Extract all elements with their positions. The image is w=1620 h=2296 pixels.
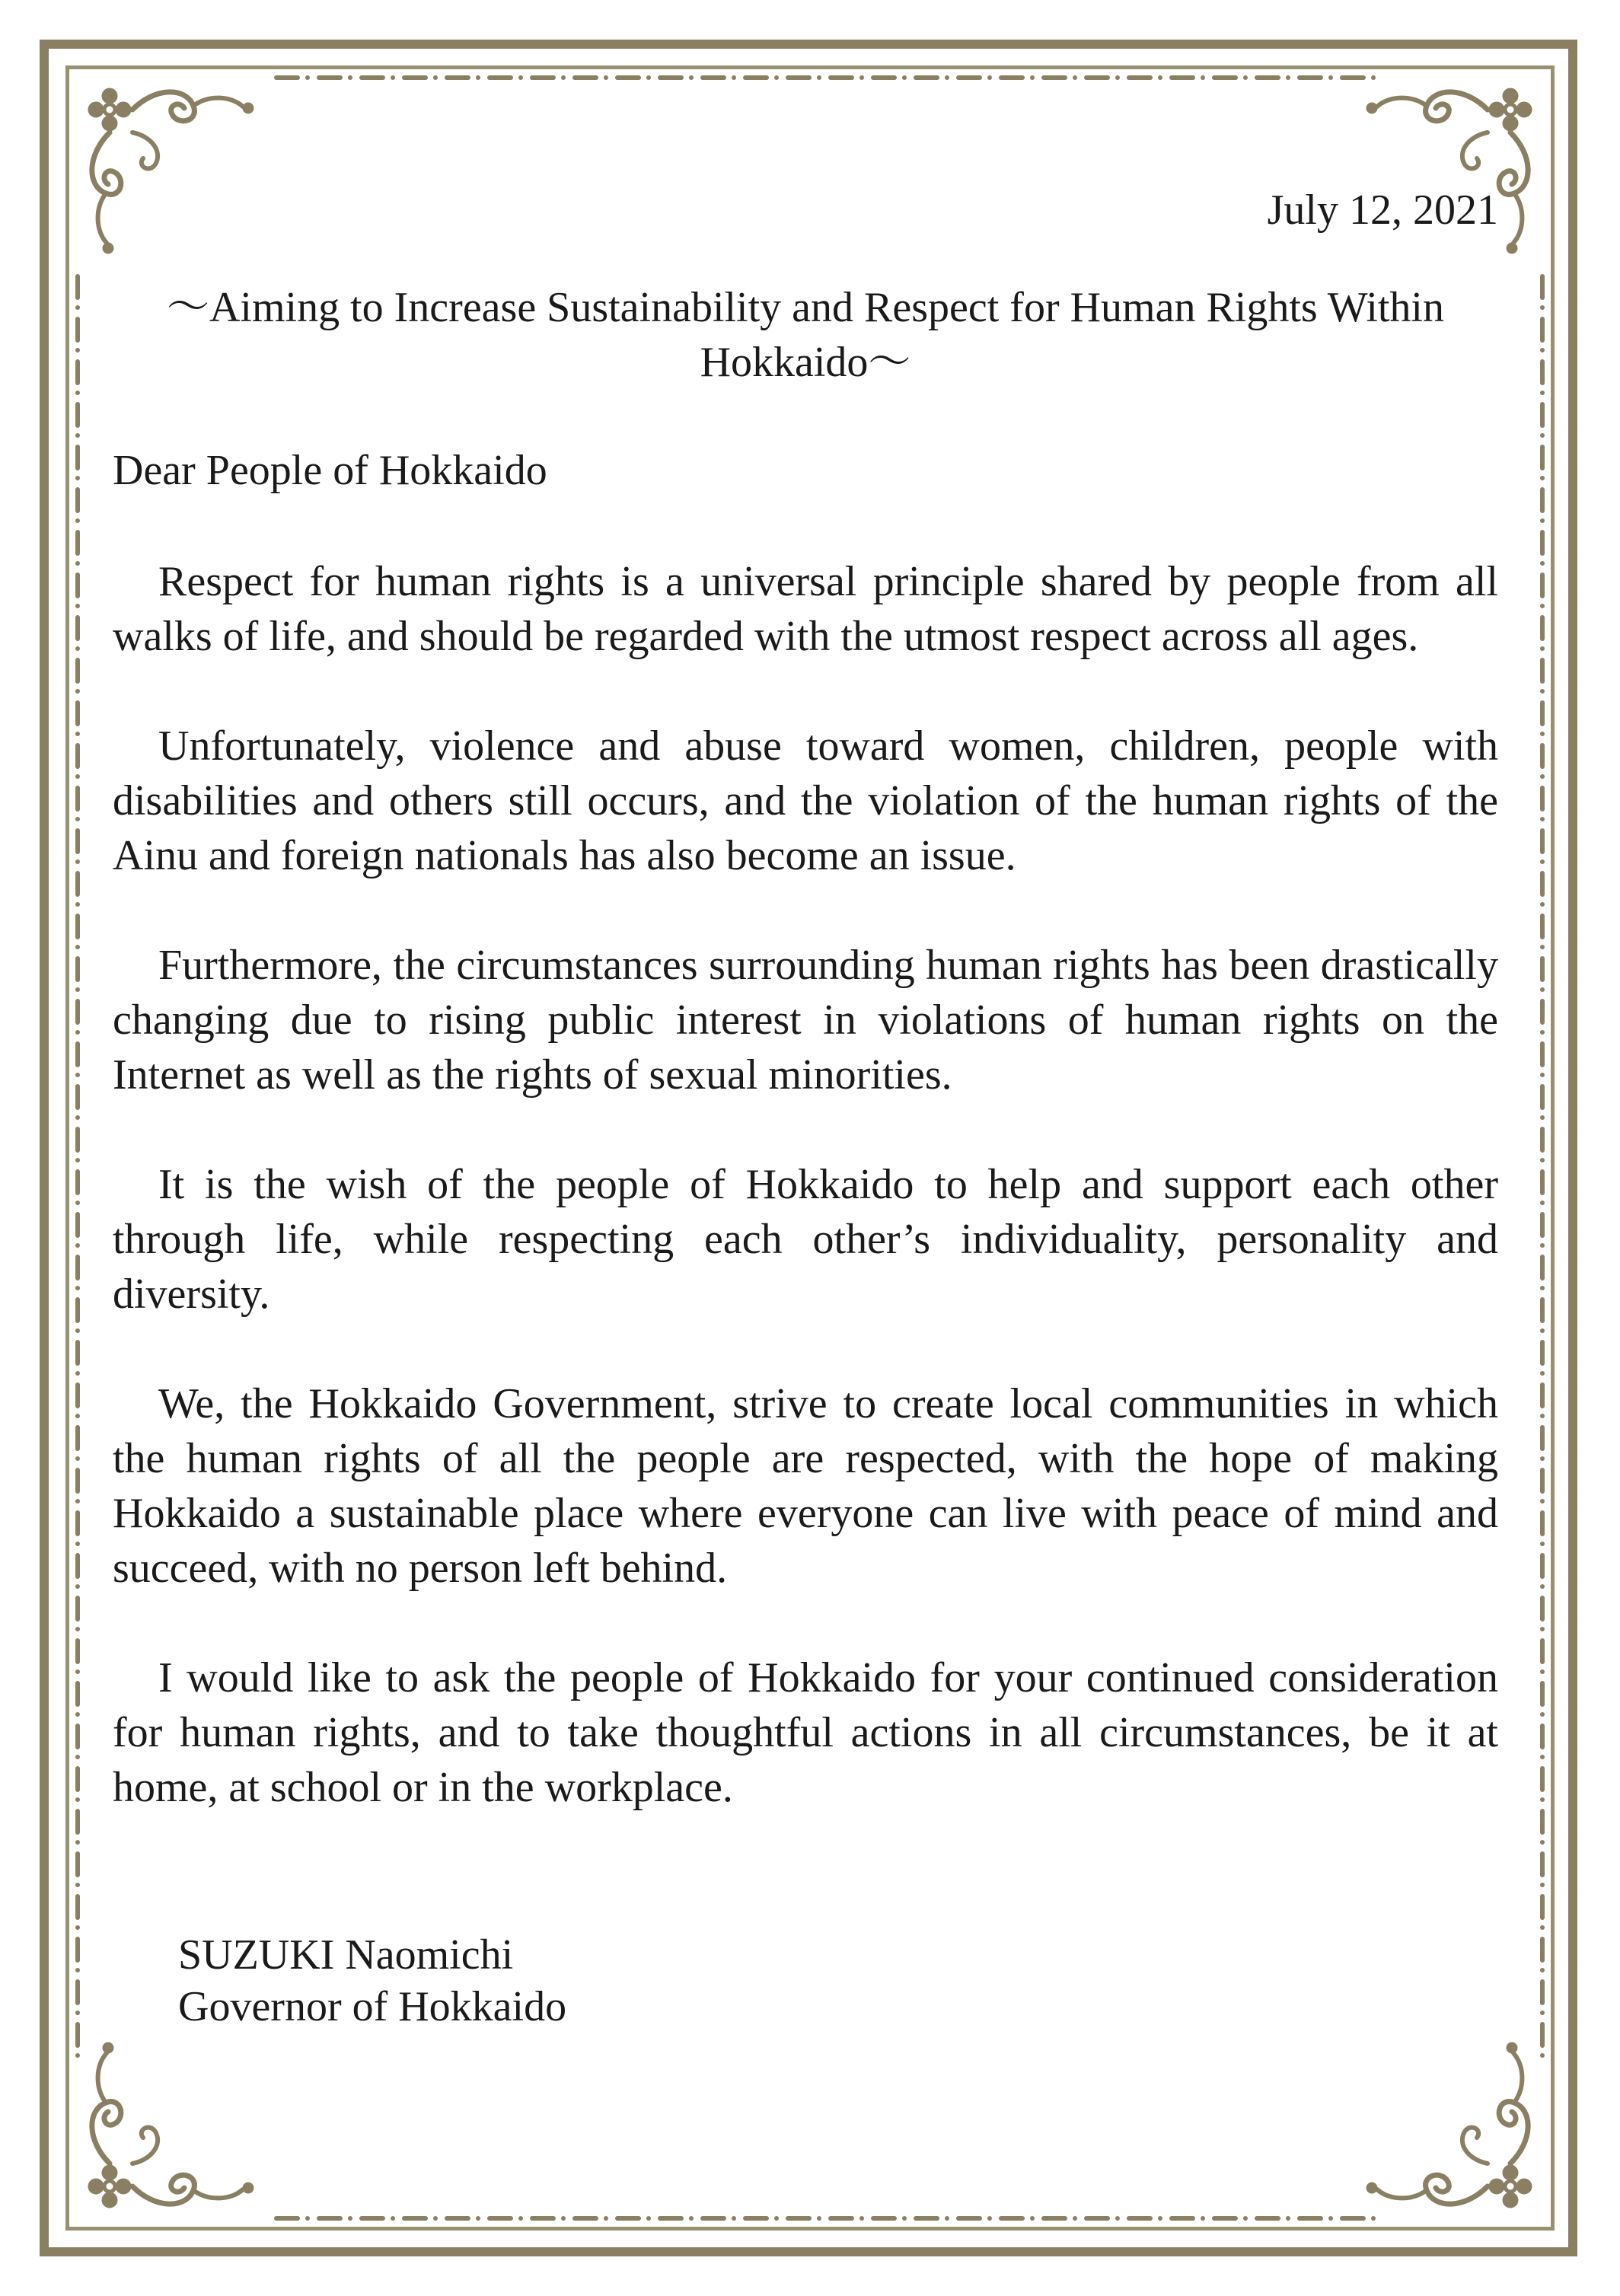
signature-block bbox=[113, 1929, 1498, 2033]
paragraph-2: Unfortunately, violence and abuse toward women, children, people with disabilities and others still occurs, and the violation of the human rights of the Ainu and foreign nationals has also become an issue. bbox=[113, 722, 1498, 879]
corner-ornament-bottom-right bbox=[1366, 2042, 1532, 2208]
paragraph-5: We, the Hokkaido Government, strive to create local communities in which the human rights of all the people are respected, with the hope of making Hokkaido a sustainable place where everyone can live with peace of mind and succeed, with no person left behind. bbox=[113, 1380, 1498, 1592]
dashed-border-top bbox=[274, 75, 1376, 80]
signature-position: Governor of Hokkaido bbox=[178, 1983, 567, 2030]
letter-salutation: Dear People of Hokkaido bbox=[113, 447, 547, 494]
paragraph-6: I would like to ask the people of Hokkaido for your continued consideration for human rights, and to take thoughtful actions in all circumstances, be it at home, at school or in the workplace. bbox=[113, 1654, 1498, 1811]
letter-body bbox=[113, 183, 1498, 2033]
dashed-border-left bbox=[75, 274, 80, 2058]
paragraph-3: Furthermore, the circumstances surrounding human rights has been drastically changing due to rising public interest in violations of human rights on the Internet as well as the rights of sexual minorities. bbox=[113, 942, 1498, 1099]
letter-date: July 12, 2021 bbox=[1267, 187, 1498, 234]
dashed-border-bottom bbox=[274, 2216, 1376, 2221]
paragraph-1: Respect for human rights is a universal principle shared by people from all walks of life, and should be regarded with the utmost respect across all ages. bbox=[113, 558, 1498, 660]
signature-name: SUZUKI Naomichi bbox=[178, 1931, 514, 1979]
paragraph-4: It is the wish of the people of Hokkaido to help and support each other through life, while respecting each other’s individuality, personality and diversity. bbox=[113, 1161, 1498, 1318]
dashed-border-right bbox=[1540, 274, 1545, 2058]
corner-ornament-bottom-left bbox=[88, 2042, 254, 2208]
letter-title: ～Aiming to Increase Sustainability and Respect for Human Rights Within Hokkaido～ bbox=[166, 284, 1444, 386]
